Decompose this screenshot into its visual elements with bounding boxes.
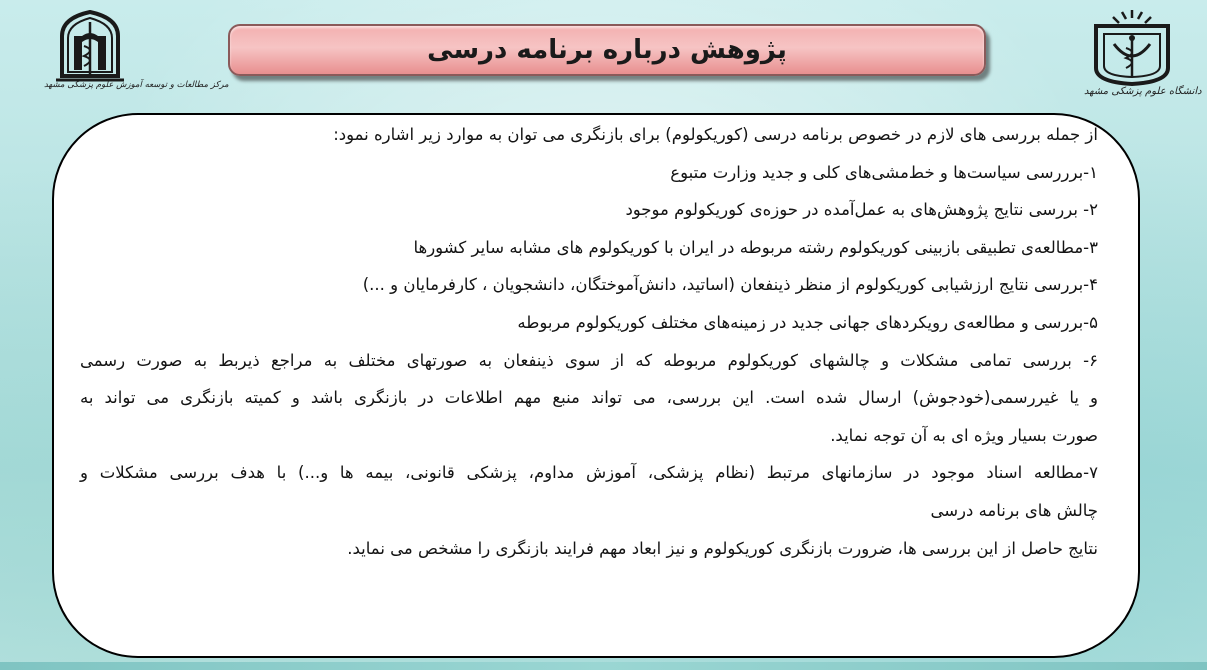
list-item-6-line-1: ۶- بررسی تمامی مشکلات و چالشهای کوریکولوم مربوطه که از سوی ذینفعان به صورتهای مختلف به مراجع ذیربط به صورت رسمی xyxy=(80,350,1098,370)
intro-line: از جمله بررسی های لازم در خصوص برنامه درسی (کوریکولوم) برای بازنگری می توان به موارد زیر اشاره نمود: xyxy=(333,125,1098,144)
bottom-bar xyxy=(0,662,1207,670)
title-banner xyxy=(228,24,986,76)
university-logo xyxy=(1082,6,1202,98)
research-center-emblem-icon xyxy=(40,6,140,86)
university-caption: دانشگاه علوم پزشکی مشهد xyxy=(1084,86,1202,97)
list-item-6-line-2: و یا غیررسمی(خودجوش) ارسال شده است. این بررسی، می تواند منبع مهم اطلاعات در بازنگری باشد و کمیته بازنگری می تواند به xyxy=(80,388,1098,408)
list-item-1: ۱-برررسی سیاست‌ها و خط‌مشی‌های کلی و جدید وزارت متبوع xyxy=(670,162,1098,182)
page-title: پژوهش درباره برنامه درسی xyxy=(427,35,787,65)
research-center-caption: مرکز مطالعات و توسعه آموزش علوم پزشکی مشهد xyxy=(44,80,229,90)
content-text xyxy=(80,116,1098,567)
list-item-6-line-3: صورت بسیار ویژه ای به آن توجه نماید. xyxy=(830,425,1098,445)
research-center-logo xyxy=(40,6,229,98)
list-item-7-line-1: ۷-مطالعه اسناد موجود در سازمانهای مرتبط (نظام پزشکی، آموزش مداوم، پزشکی قانونی، بیمه ها و...) با هدف بررسی مشکلات و xyxy=(80,463,1098,483)
list-item-7-line-2: چالش های برنامه درسی xyxy=(930,500,1098,520)
university-emblem-icon xyxy=(1082,6,1182,88)
list-item-5: ۵-بررسی و مطالعه‌ی رویکردهای جهانی جدید در زمینه‌های مختلف کوریکولوم مربوطه xyxy=(517,312,1098,332)
conclusion-line: نتایج حاصل از این بررسی ها، ضرورت بازنگری کوریکولوم و نیز ابعاد مهم فرایند بازنگری را مشخص می نماید. xyxy=(347,538,1098,558)
list-item-4: ۴-بررسی نتایج ارزشیابی کوریکولوم از منظر ذینفعان (اساتید، دانش‌آموختگان، دانشجویان ، کارفرمایان و ...) xyxy=(362,275,1098,295)
list-item-3: ۳-مطالعه‌ی تطبیقی بازبینی کوریکولوم رشته مربوطه در ایران با کوریکولوم های مشابه سایر کشورها xyxy=(413,237,1098,257)
list-item-2: ۲- بررسی نتایج پژوهش‌های به عمل‌آمده در حوزه‌ی کوریکولوم موجود xyxy=(625,200,1098,220)
